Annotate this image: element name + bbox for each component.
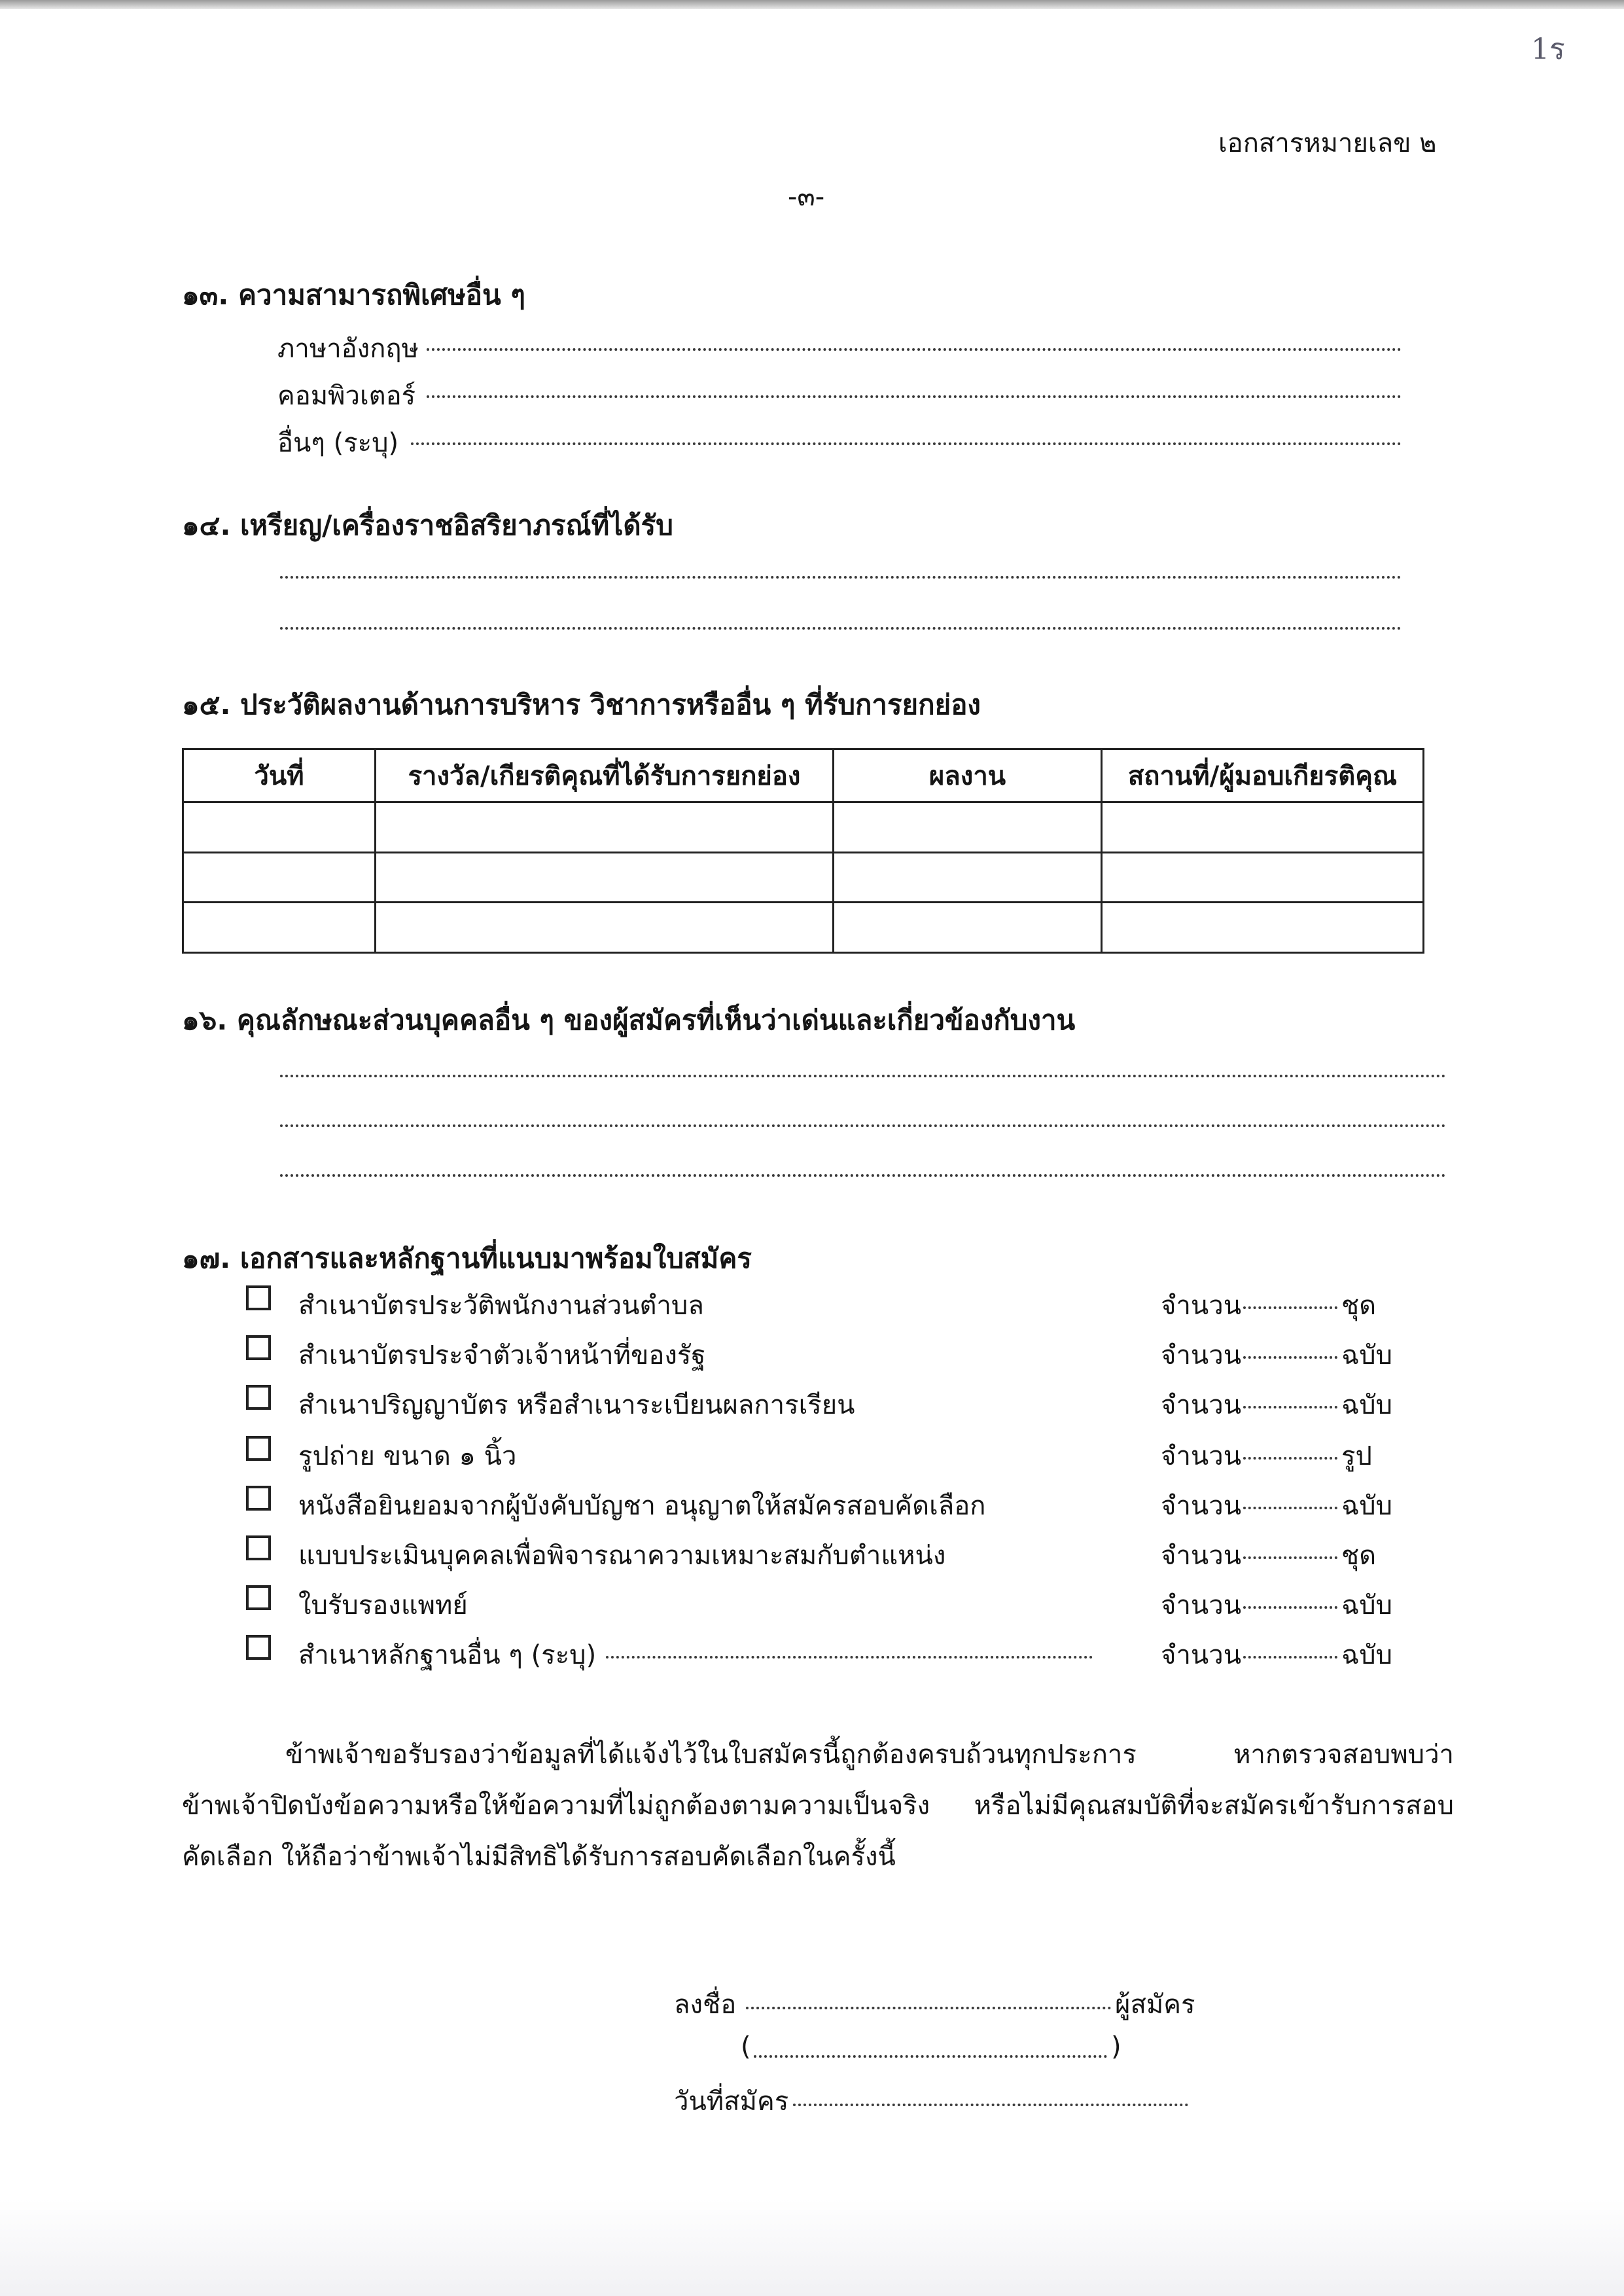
quantity-field[interactable]	[1243, 1606, 1337, 1609]
checkbox[interactable]	[246, 1535, 271, 1560]
medals-line-1[interactable]	[280, 576, 1402, 579]
table-row	[183, 852, 1424, 903]
other-skill-label: อื่นๆ (ระบุ)	[277, 428, 399, 458]
english-skill-field[interactable]	[427, 348, 1402, 351]
quantity-unit: ฉบับ	[1341, 1340, 1393, 1371]
open-paren: (	[741, 2032, 751, 2062]
scan-top-edge	[0, 0, 1624, 9]
table-cell[interactable]	[1102, 903, 1424, 953]
quantity-field[interactable]	[1243, 1406, 1337, 1408]
checkbox[interactable]	[246, 1285, 271, 1310]
table-cell[interactable]	[376, 903, 834, 953]
quantity-label: จำนวน	[1161, 1541, 1242, 1571]
quantity-field[interactable]	[1243, 1656, 1337, 1659]
computer-skill-field[interactable]	[427, 395, 1402, 398]
column-header-presenter: สถานที่/ผู้มอบเกียรติคุณ	[1102, 749, 1424, 802]
table-cell[interactable]	[183, 903, 376, 953]
quantity-unit: ชุด	[1341, 1291, 1377, 1321]
quantity-field[interactable]	[1243, 1556, 1337, 1559]
section-16-title: ๑๖. คุณลักษณะส่วนบุคคลอื่น ๆ ของผู้สมัครที่เห็นว่าเด่นและเกี่ยวข้องกับงาน	[182, 1004, 1076, 1036]
table-cell[interactable]	[1102, 802, 1424, 853]
quantity-label: จำนวน	[1161, 1640, 1242, 1670]
page-number: -๓-	[788, 182, 825, 212]
checkbox[interactable]	[246, 1486, 271, 1511]
table-cell[interactable]	[183, 852, 376, 903]
attachment-label: รูปถ่าย ขนาด ๑ นิ้ว	[298, 1441, 517, 1471]
quantity-label: จำนวน	[1161, 1390, 1242, 1420]
table-cell[interactable]	[1102, 852, 1424, 903]
handwritten-page-mark: 1ร	[1531, 33, 1565, 66]
quantity-label: จำนวน	[1161, 1291, 1242, 1321]
table-cell[interactable]	[376, 802, 834, 853]
table-cell[interactable]	[183, 802, 376, 853]
awards-table-header	[183, 749, 1424, 802]
application-date-label: วันที่สมัคร	[674, 2087, 789, 2117]
section-13-title: ๑๓. ความสามารถพิเศษอื่น ๆ	[182, 279, 525, 311]
attachment-label: สำเนาปริญญาบัตร หรือสำเนาระเบียนผลการเรียน	[298, 1390, 855, 1420]
applicant-label: ผู้สมัคร	[1115, 1990, 1195, 2020]
column-header-work: ผลงาน	[834, 749, 1102, 802]
section-15-title: ๑๕. ประวัติผลงานด้านการบริหาร วิชาการหรืออื่น ๆ ที่รับการยกย่อง	[182, 689, 981, 721]
quantity-unit: ฉบับ	[1341, 1590, 1393, 1621]
signature-label: ลงชื่อ	[674, 1990, 737, 2020]
application-date-field[interactable]	[793, 2104, 1188, 2106]
characteristics-line-1[interactable]	[280, 1075, 1446, 1077]
attachment-label: สำเนาบัตรประวัติพนักงานส่วนตำบล	[298, 1291, 704, 1321]
english-skill-label: ภาษาอังกฤษ	[277, 334, 419, 364]
checkbox[interactable]	[246, 1635, 271, 1660]
quantity-unit: ฉบับ	[1341, 1640, 1393, 1670]
applicant-name-field[interactable]	[754, 2055, 1107, 2058]
awards-table	[182, 748, 1424, 954]
attachment-label: แบบประเมินบุคคลเพื่อพิจารณาความเหมาะสมกับตำแหน่ง	[298, 1541, 946, 1571]
scan-bottom-edge	[0, 2199, 1624, 2296]
attachment-label: หนังสือยินยอมจากผู้บังคับบัญชา อนุญาตให้สมัครสอบคัดเลือก	[298, 1491, 986, 1521]
quantity-field[interactable]	[1243, 1306, 1337, 1309]
other-skill-field[interactable]	[411, 442, 1402, 445]
quantity-unit: ฉบับ	[1341, 1390, 1393, 1420]
checkbox[interactable]	[246, 1335, 271, 1360]
characteristics-line-3[interactable]	[280, 1174, 1446, 1177]
table-cell[interactable]	[834, 802, 1102, 853]
column-header-award: รางวัล/เกียรติคุณที่ได้รับการยกย่อง	[376, 749, 834, 802]
checkbox[interactable]	[246, 1436, 271, 1461]
signature-field[interactable]	[746, 2007, 1111, 2009]
table-row	[183, 903, 1424, 953]
medals-line-2[interactable]	[280, 627, 1402, 630]
checkbox[interactable]	[246, 1585, 271, 1610]
quantity-label: จำนวน	[1161, 1441, 1242, 1471]
quantity-unit: รูป	[1341, 1441, 1372, 1471]
quantity-label: จำนวน	[1161, 1491, 1242, 1521]
quantity-unit: ชุด	[1341, 1541, 1377, 1571]
characteristics-line-2[interactable]	[280, 1124, 1446, 1127]
section-14-title: ๑๔. เหรียญ/เครื่องราชอิสริยาภรณ์ที่ได้รับ	[182, 509, 673, 541]
document-number: เอกสารหมายเลข ๒	[1218, 128, 1437, 158]
quantity-label: จำนวน	[1161, 1340, 1242, 1371]
attachment-label: สำเนาบัตรประจำตัวเจ้าหน้าที่ของรัฐ	[298, 1340, 706, 1371]
quantity-label: จำนวน	[1161, 1590, 1242, 1621]
column-header-date: วันที่	[183, 749, 376, 802]
attachment-label: สำเนาหลักฐานอื่น ๆ (ระบุ)	[298, 1640, 597, 1670]
checkbox[interactable]	[246, 1385, 271, 1410]
close-paren: )	[1111, 2032, 1121, 2062]
table-cell[interactable]	[834, 852, 1102, 903]
quantity-field[interactable]	[1243, 1507, 1337, 1509]
declaration-text: ข้าพเจ้าขอรับรองว่าข้อมูลที่ได้แจ้งไว้ในใบสมัครนี้ถูกต้องครบถ้วนทุกประการ หากตรวจสอบพบว่า ข้าพเจ้าปิดบังข้อความหรือให้ข้อความที่ไม่ถูกต้องตามความเป็นจริง หรือไม่มีคุณสมบัติที่จะสมัครเข้ารับการสอบ คัดเลือก ให้ถือว่าข้าพเจ้าไม่มีสิทธิได้รับการสอบคัดเลือกในครั้งนี้	[182, 1740, 1454, 1872]
quantity-unit: ฉบับ	[1341, 1491, 1393, 1521]
attachment-label: ใบรับรองแพทย์	[298, 1590, 468, 1621]
table-cell[interactable]	[834, 903, 1102, 953]
quantity-field[interactable]	[1243, 1356, 1337, 1359]
other-evidence-field[interactable]	[606, 1656, 1093, 1659]
section-17-title: ๑๗. เอกสารและหลักฐานที่แนบมาพร้อมใบสมัคร	[182, 1242, 752, 1274]
computer-skill-label: คอมพิวเตอร์	[277, 381, 416, 411]
quantity-field[interactable]	[1243, 1457, 1337, 1460]
table-cell[interactable]	[376, 852, 834, 903]
table-row	[183, 802, 1424, 853]
